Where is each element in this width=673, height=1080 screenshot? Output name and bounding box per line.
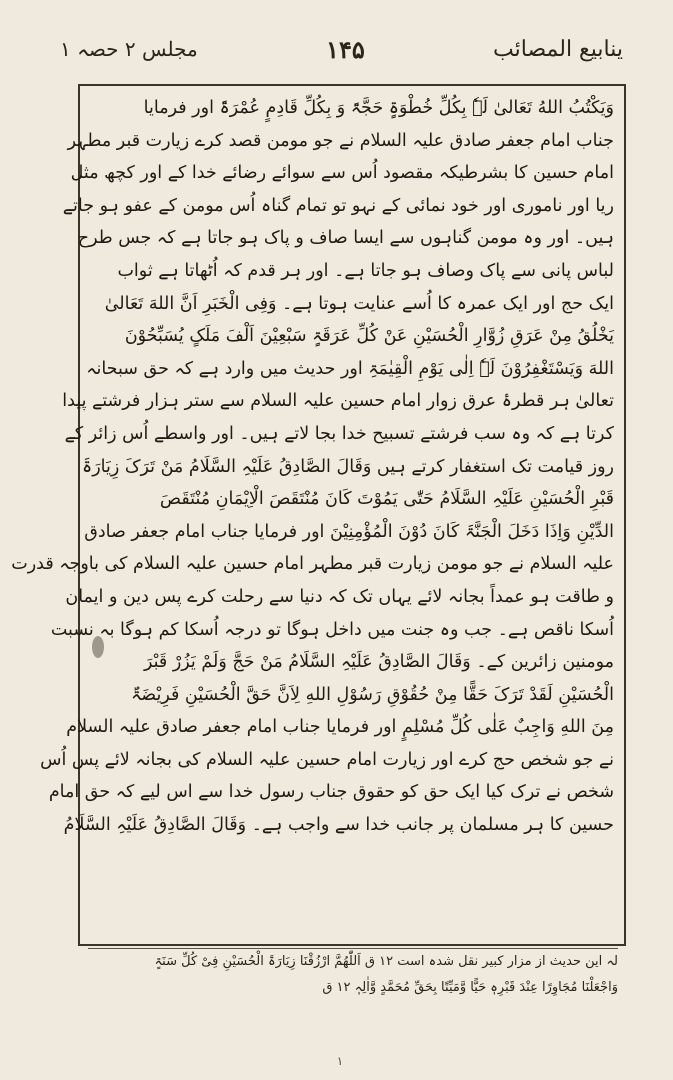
text-frame bbox=[11, 84, 626, 946]
section-reference: مجلس ۲ حصہ ۱ bbox=[60, 37, 198, 61]
footnote-line: وَاجْعَلْنَا مُجَاوِرًا عِنْدَ قَبْرِہٖ حَیًّا وَّمَیِّتًا بِحَقِّ مُحَمَّدٍ وَّاٰلِہٖ ۱۲ ق bbox=[322, 980, 618, 995]
body-text bbox=[11, 92, 614, 842]
text-line: مومنین زائرین کے۔ وَقَالَ الصَّادِقُ عَلَیْہِ السَّلَامُ مَنْ حَجَّ وَلَمْ یَزُرْ قَبْرَ bbox=[143, 652, 614, 673]
text-line: اُسکا ناقص ہے۔ جب وہ جنت میں داخل ہوگا تو درجہ اُسکا کم ہوگا بہ نسبت bbox=[50, 619, 614, 640]
footnote bbox=[88, 948, 618, 1011]
signature-mark: ۱ bbox=[336, 1054, 344, 1068]
text-line: یَخْلُقُ مِنْ عَرَقِ زُوَّارِ الْحُسَیْنِ عَنْ کُلِّ عَرَقَۃٍ سَبْعِیْنَ اَلْفَ مَلَکٍ یُسَبِّحُوْنَ bbox=[124, 326, 614, 347]
book-title: ینابیع المصائب bbox=[493, 36, 623, 62]
text-line: روز قیامت تک استغفار کرتے ہیں وَقَالَ الصَّادِقُ عَلَیْہِ السَّلَامُ مَنْ تَرَکَ زِیَارَۃَ bbox=[81, 456, 614, 477]
page-number: ۱۴۵ bbox=[326, 34, 365, 64]
text-line: نے جو شخص حج کرے اور زیارت امام حسین علیہ السلام کی بجانہ لائے پس اُس bbox=[40, 749, 614, 770]
text-line: حسین کا ہر مسلمان پر جانب خدا سے واجب ہے۔ وَقَالَ الصَّادِقُ عَلَیْہِ السَّلَامُ bbox=[63, 815, 614, 836]
text-line: جناب امام جعفر صادق علیہ السلام نے جو مومن قصد کرے زیارت قبر مطہر bbox=[67, 130, 614, 151]
ink-stain bbox=[92, 636, 104, 658]
footnote-line: لہ این حدیث از مزار کبیر نقل شدہ است ۱۲ ق اَللّٰھُمَّ ارْزُقْنَا زِیَارَۃَ الْحُسَیْنِ فِیْ کُلِّ سَنَۃٍ bbox=[154, 954, 618, 969]
text-line: الْحُسَیْنِ لَقَدْ تَرَکَ حَقًّا مِنْ حُقُوْقِ رَسُوْلِ اللهِ لِاَنَّ حَقَّ الْحُسَیْنِ فَرِیْضَۃٌ bbox=[131, 684, 614, 705]
text-line: کرتا ہے کہ وہ سب فرشتے تسبیح خدا بجا لاتے ہیں۔ اور واسطے اُس زائر کے bbox=[64, 423, 614, 444]
text-line: الدِّیْنِ وَاِذَا دَخَلَ الْجَنَّۃَ کَانَ دُوْنَ الْمُؤْمِنِیْنَ اور فرمایا جناب امام جعفر صادق bbox=[84, 521, 614, 542]
text-line: لباس پانی سے پاک وصاف ہو جاتا ہے۔ اور ہر قدم کہ اُٹھاتا ہے ثواب bbox=[117, 260, 614, 281]
text-line: اللهَ وَیَسْتَغْفِرُوْنَ لَہٗ اِلٰی یَوْمِ الْقِیٰمَۃِ اور حدیث میں وارد ہے کہ حق سبحانہ bbox=[86, 358, 614, 379]
text-line: و طاقت ہو عمداً بجانہ لائے یہاں تک کہ دنیا سے رحلت کرے پس دین و ایمان bbox=[65, 586, 614, 607]
text-line: شخص نے ترک کیا ایک حق کو حقوق جناب رسول خدا سے اس لیے کہ حق امام bbox=[48, 782, 614, 803]
text-line: ہیں۔ اور وہ مومن گناہوں سے ایسا صاف و پاک ہو جاتا ہے کہ جس طرح bbox=[77, 228, 614, 249]
text-line: تعالیٰ ہر قطرۂ عرق زوار امام حسین علیہ السلام سے ستر ہزار فرشتے پیدا bbox=[62, 391, 614, 412]
text-line: امام حسین کا بشرطیکہ مقصود اُس سے سوائے رضائے خدا کے اور کچھ مثل bbox=[70, 163, 614, 184]
footnote-text bbox=[88, 949, 618, 1001]
text-line: مِنَ اللهِ وَاجِبٌ عَلٰی کُلِّ مُسْلِمٍ اور فرمایا جناب امام جعفر صادق علیہ السلام bbox=[66, 717, 614, 738]
text-line: وَیَکْتُبُ اللهُ تَعَالیٰ لَہٗ بِکُلِّ خُطْوَۃٍ حَجَّۃً وَ بِکُلِّ قَادِمٍ عُمْرَۃً اور فرمایا bbox=[143, 98, 614, 118]
text-line: ریا اور ناموری اور خود نمائی کے نہو تو تمام گناہ اُس مومن کے عفو ہو جاتے bbox=[62, 195, 614, 216]
page-header bbox=[60, 28, 623, 70]
text-line: قَبْرِ الْحُسَیْنِ عَلَیْہِ السَّلَامُ حَتّٰی یَمُوْتَ کَانَ مُنْتَقَصَ الْاِیْمَانِ مُنْتَقَصَ bbox=[159, 489, 614, 510]
text-line: ایک حج اور ایک عمرہ کا اُسے عنایت ہوتا ہے۔ وَفِی الْخَبَرِ اَنَّ اللهَ تَعَالیٰ bbox=[104, 293, 614, 314]
text-line: علیہ السلام نے جو مومن زیارت قبر مطہر امام حسین علیہ السلام کی باوجہ قدرت bbox=[11, 554, 614, 575]
